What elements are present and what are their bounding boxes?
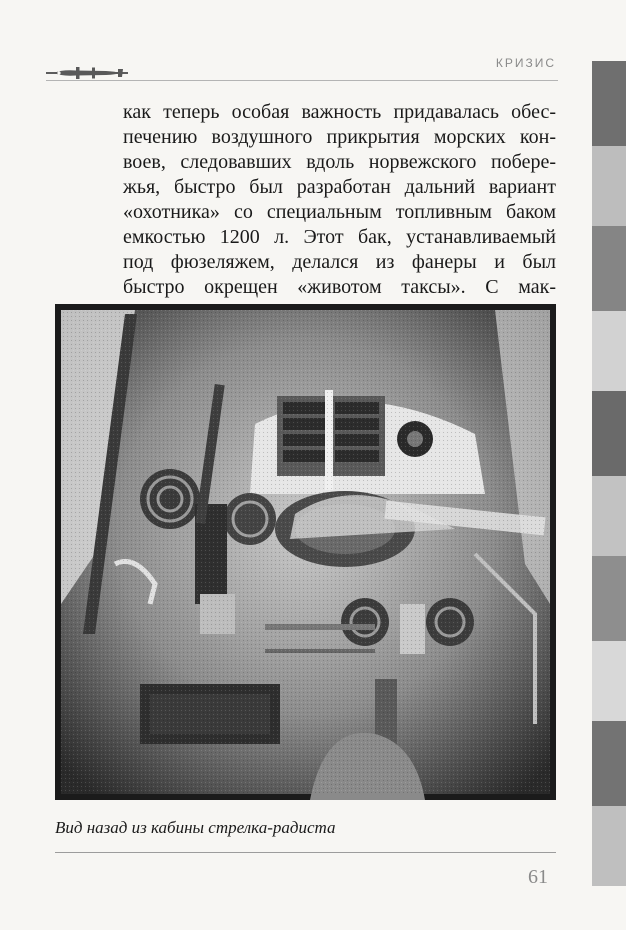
- text-line: воев, следовавших вдоль норвежского побере-: [123, 151, 556, 173]
- thumb-tab: [592, 311, 626, 391]
- thumb-tab: [592, 641, 626, 721]
- thumb-tab: [592, 556, 626, 641]
- text-line: как теперь особая важность придавалась обес-: [123, 101, 556, 123]
- thumb-tab: [592, 721, 626, 806]
- text-line: «охотника» со специальным топливным баком: [123, 201, 556, 223]
- text-line: печению воздушного прикрытия морских кон-: [123, 126, 556, 148]
- thumb-tab: [592, 146, 626, 226]
- text-line: емкостью 1200 л. Этот бак, устанавливаемый: [123, 226, 556, 248]
- text-line: под фюзеляжем, делался из фанеры и был: [123, 251, 556, 273]
- thumb-tab: [592, 476, 626, 556]
- text-line: жья, быстро был разработан дальний вариант: [123, 176, 556, 198]
- thumb-tab: [592, 806, 626, 886]
- thumb-index-tabs: [592, 61, 626, 886]
- footer-rule: [55, 852, 556, 853]
- header-rule: [46, 80, 558, 81]
- running-head: КРИЗИС: [495, 56, 556, 70]
- cockpit-photo: [55, 304, 556, 800]
- figure-caption: Вид назад из кабины стрелка-радиста: [55, 818, 336, 837]
- thumb-tab: [592, 391, 626, 476]
- page-number: 61: [528, 866, 548, 888]
- text-line: быстро окрещен «животом таксы». С мак-: [123, 276, 556, 298]
- thumb-tab: [592, 226, 626, 311]
- aircraft-silhouette-icon: [46, 66, 128, 80]
- body-paragraph: [123, 100, 556, 300]
- thumb-tab: [592, 61, 626, 146]
